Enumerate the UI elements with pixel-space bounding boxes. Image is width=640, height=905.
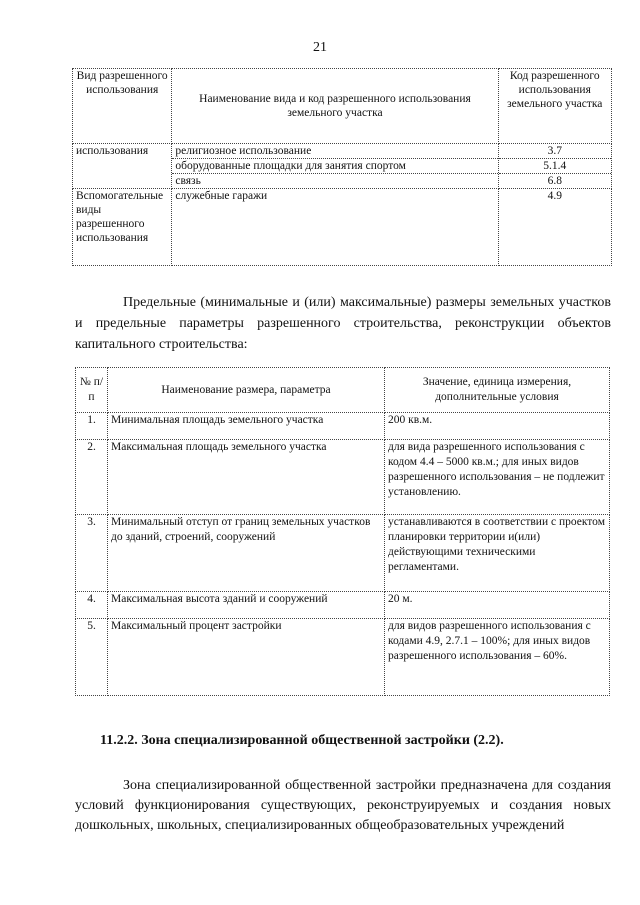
use-name-cell: служебные гаражи [172, 189, 498, 266]
use-name: религиозное использование [175, 145, 312, 157]
header-param-name: Наименование размера, параметра [108, 368, 385, 413]
param-name: Минимальная площадь земельного участка [108, 413, 385, 440]
header-use-name: Наименование вида и код разрешенного использования земельного участка [172, 69, 498, 144]
param-value: устанавливаются в соответствии с проектом планировки территории и(или) действующими техническими регламентами. [385, 515, 610, 592]
use-code-cell [498, 144, 611, 189]
use-name: связь [172, 173, 497, 188]
param-value: для видов разрешенного использования с кодами 4.9, 2.7.1 – 100%; для иных видов разрешенного использования – 60%. [385, 619, 610, 696]
table-header-row [73, 69, 612, 144]
use-name-cell [172, 144, 498, 189]
section-heading: 11.2.2. Зона специализированной общественной застройки (2.2). [100, 733, 504, 748]
header-num: № п/п [76, 368, 108, 413]
param-value: 200 кв.м. [385, 413, 610, 440]
use-code: 3.7 [547, 145, 562, 157]
param-value: 20 м. [385, 592, 610, 619]
row-num: 3. [76, 515, 108, 592]
row-num: 1. [76, 413, 108, 440]
use-kind-cell: использования [73, 144, 172, 189]
table-row [76, 413, 610, 440]
use-code-cell: 4.9 [498, 189, 611, 266]
param-value: для вида разрешенного использования с кодом 4.4 – 5000 кв.м.; для иных видов разрешенного использования – не подлежит установлению. [385, 440, 610, 515]
table-row [73, 189, 612, 266]
table-row [76, 440, 610, 515]
header-use-code: Код разрешенного использования земельного участка [498, 69, 611, 144]
table-row [76, 619, 610, 696]
param-name: Максимальная площадь земельного участка [108, 440, 385, 515]
row-num: 5. [76, 619, 108, 696]
param-name: Максимальный процент застройки [108, 619, 385, 696]
use-kind-cell: Вспомогательные виды разрешенного использования [73, 189, 172, 266]
param-name: Максимальная высота зданий и сооружений [108, 592, 385, 619]
header-use-kind: Вид разрешенного использования [73, 69, 172, 144]
use-code: 5.1.4 [499, 158, 611, 173]
use-name: оборудованные площадки для занятия спортом [172, 158, 497, 173]
table-row [73, 144, 612, 189]
header-param-value: Значение, единица измерения, дополнительные условия [385, 368, 610, 413]
parameters-table [75, 367, 610, 696]
param-name: Минимальный отступ от границ земельных участков до зданий, строений, сооружений [108, 515, 385, 592]
row-num: 2. [76, 440, 108, 515]
table-row [76, 592, 610, 619]
table-row [76, 515, 610, 592]
intro-paragraph: Предельные (минимальные и (или) максимальные) размеры земельных участков и предельные параметры разрешенного строительства, реконструкции объектов капитального строительства: [75, 295, 611, 352]
permitted-use-table [72, 68, 612, 266]
table-header-row [76, 368, 610, 413]
page-number: 21 [313, 40, 327, 55]
row-num: 4. [76, 592, 108, 619]
use-code: 6.8 [499, 173, 611, 188]
section-paragraph: Зона специализированной общественной застройки предназначена для создания условий функционирования существующих, реконструируемых и создания новых дошкольных, школьных, специализированных общеобразовательных учреждений [75, 778, 611, 833]
